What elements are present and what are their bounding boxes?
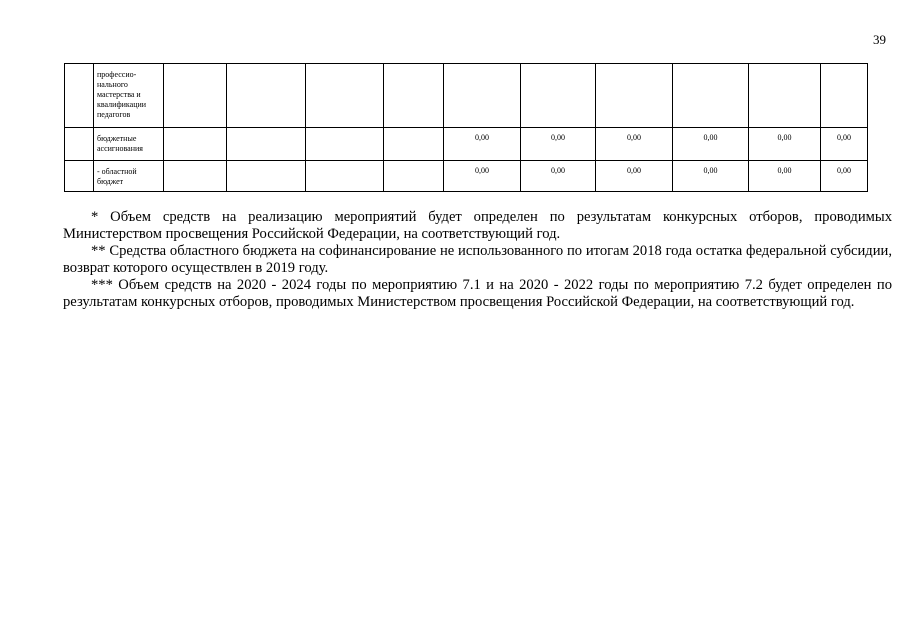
value-cell — [306, 161, 384, 192]
table-row — [65, 128, 868, 161]
value-cell — [227, 128, 306, 161]
value-cell — [164, 128, 227, 161]
value-cell — [164, 64, 227, 128]
value-cell: 0,00 — [521, 128, 596, 161]
value-cell: 0,00 — [596, 128, 673, 161]
value-cell — [227, 161, 306, 192]
table-row — [65, 64, 868, 128]
value-cell — [444, 64, 521, 128]
value-cell — [384, 161, 444, 192]
value-cell — [306, 128, 384, 161]
value-cell — [384, 128, 444, 161]
budget-table — [64, 63, 868, 192]
value-cell: 0,00 — [749, 128, 821, 161]
value-cell — [521, 64, 596, 128]
value-cell — [227, 64, 306, 128]
footnote-1: * Объем средств на реализацию мероприятий будет определен по результатам конкурсных отборов, проводимых Министерством просвещения Российской Федерации, на соответствующий год. — [63, 209, 892, 242]
value-cell: 0,00 — [596, 161, 673, 192]
value-cell: 0,00 — [749, 161, 821, 192]
row-label: - областной бюджет — [94, 161, 164, 192]
value-cell: 0,00 — [821, 161, 868, 192]
row-index-cell — [65, 128, 94, 161]
row-label: бюджетные ассигнования — [94, 128, 164, 161]
row-label: профессио- нального мастерства и квалификации педагогов — [94, 64, 164, 128]
value-cell: 0,00 — [821, 128, 868, 161]
row-index-cell — [65, 161, 94, 192]
footnote-3: *** Объем средств на 2020 - 2024 годы по мероприятию 7.1 и на 2020 - 2022 годы по мероприятию 7.2 будет определен по результатам конкурсных отборов, проводимых Министерством просвещения Российской Федерации, на соответствующий год. — [63, 277, 892, 310]
row-index-cell — [65, 64, 94, 128]
value-cell — [306, 64, 384, 128]
value-cell — [673, 64, 749, 128]
value-cell: 0,00 — [521, 161, 596, 192]
footnote-2: ** Средства областного бюджета на софинансирование не использованного по итогам 2018 года остатка федеральной субсидии, возврат которого осуществлен в 2019 году. — [63, 243, 892, 276]
value-cell — [821, 64, 868, 128]
footnotes — [63, 209, 892, 311]
table-row — [65, 161, 868, 192]
value-cell: 0,00 — [444, 161, 521, 192]
value-cell: 0,00 — [673, 128, 749, 161]
value-cell — [596, 64, 673, 128]
value-cell — [384, 64, 444, 128]
value-cell: 0,00 — [673, 161, 749, 192]
value-cell — [749, 64, 821, 128]
page-number: 39 — [873, 32, 886, 47]
value-cell — [164, 161, 227, 192]
value-cell: 0,00 — [444, 128, 521, 161]
